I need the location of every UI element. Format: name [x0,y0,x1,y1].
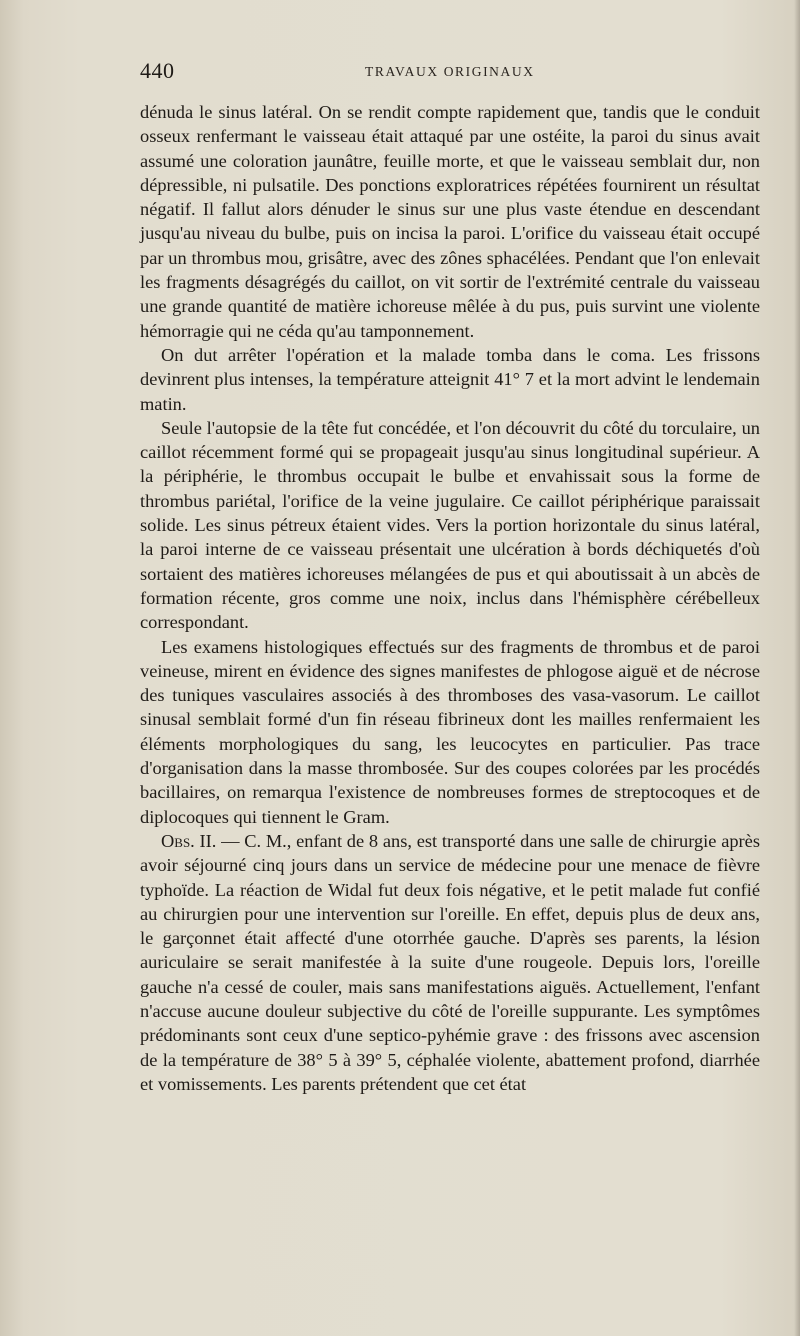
running-head: TRAVAUX ORIGINAUX [365,64,535,79]
paragraph: Seule l'autopsie de la tête fut concédée, et l'on découvrit du côté du torculaire, un caillot récemment formé qui se propageait jusqu'au sinus longitudinal supérieur. A la périphérie, le thrombus occupait le bulbe et envahissait sous la forme de thrombus pariétal, l'orifice de la veine jugulaire. Ce caillot périphérique paraissait solide. Les sinus pétreux étaient vides. Vers la portion horizontale du sinus latéral, la paroi interne de ce vaisseau présentait une ulcération à bords déchiquetés d'où sortaient des matières ichoreuses mélangées de pus et qui aboutissait à un abcès de formation récente, gros comme une noix, inclus dans l'hémisphère cérébelleux correspondant. [140,417,760,633]
observation-label: Obs. [161,830,195,851]
page-number: 440 [140,58,175,83]
page-edge-shadow [794,0,800,1336]
paragraph-continuation: dénuda le sinus latéral. On se rendit compte rapidement que, tandis que le conduit osseux renfermant le vaisseau était attaqué par une ostéite, la paroi du sinus avait assumé une coloration jaunâtre, feuille morte, et que le vaisseau semblait dur, non dépressible, ni pulsatile. Des ponctions exploratrices répétées fournirent un résultat négatif. Il fallut alors dénuder le sinus sur une plus vaste étendue en descendant jusqu'au niveau du bulbe, puis on incisa la paroi. L'orifice du vaisseau était occupé par un thrombus mou, grisâtre, avec des zônes sphacélées. Pendant que l'on enlevait les fragments désagrégés du caillot, on vit sortir de l'extrémité centrale du vaisseau une grande quantité de matière ichoreuse mêlée à du pus, puis survint une violente hémorragie qui ne céda qu'au tamponnement. [140,102,760,341]
paragraph: Les examens histologiques effectués sur des fragments de thrombus et de paroi veineuse, mirent en évidence des signes manifestes de phlogose aiguë et de nécrose des tuniques vasculaires associés à des thromboses des vasa-vasorum. Le caillot sinusal semblait formé d'un fin réseau fibrineux dont les mailles renfermaient les éléments morphologiques du sang, les leucocytes en particulier. Pas trace d'organisation dans la masse thrombosée. Sur des coupes colorées par les procédés bacillaires, on remarqua l'existence de nombreuses formes de streptocoques et de diplocoques qui tiennent le Gram. [140,636,760,827]
observation-paragraph [140,829,760,1096]
body-text [140,100,760,1096]
paragraph: On dut arrêter l'opération et la malade tomba dans le coma. Les frissons devinrent plus intenses, la température atteignit 41° 7 et la mort advint le lendemain matin. [140,344,760,414]
page-header [140,58,760,88]
observation-text: II. — C. M., enfant de 8 ans, est transporté dans une salle de chirurgie après avoir séjourné cinq jours dans un service de médecine pour une menace de fièvre typhoïde. La réaction de Widal fut deux fois négative, et le petit malade fut confié au chirurgien pour une intervention sur l'oreille. En effet, depuis plus de deux ans, le garçonnet était affecté d'une otorrhée gauche. D'après ses parents, la lésion auriculaire se serait manifestée à la suite d'une rougeole. Depuis lors, l'oreille gauche n'a cessé de couler, mais sans manifestations aiguës. Actuellement, l'enfant n'accuse aucune douleur subjective du côté de l'oreille suppurante. Les symptômes prédominants sont ceux d'une septico-pyhémie grave : des frissons avec ascension de la température de 38° 5 à 39° 5, céphalée violente, abattement profond, diarrhée et vomissements. Les parents prétendent que cet état [140,830,760,1094]
